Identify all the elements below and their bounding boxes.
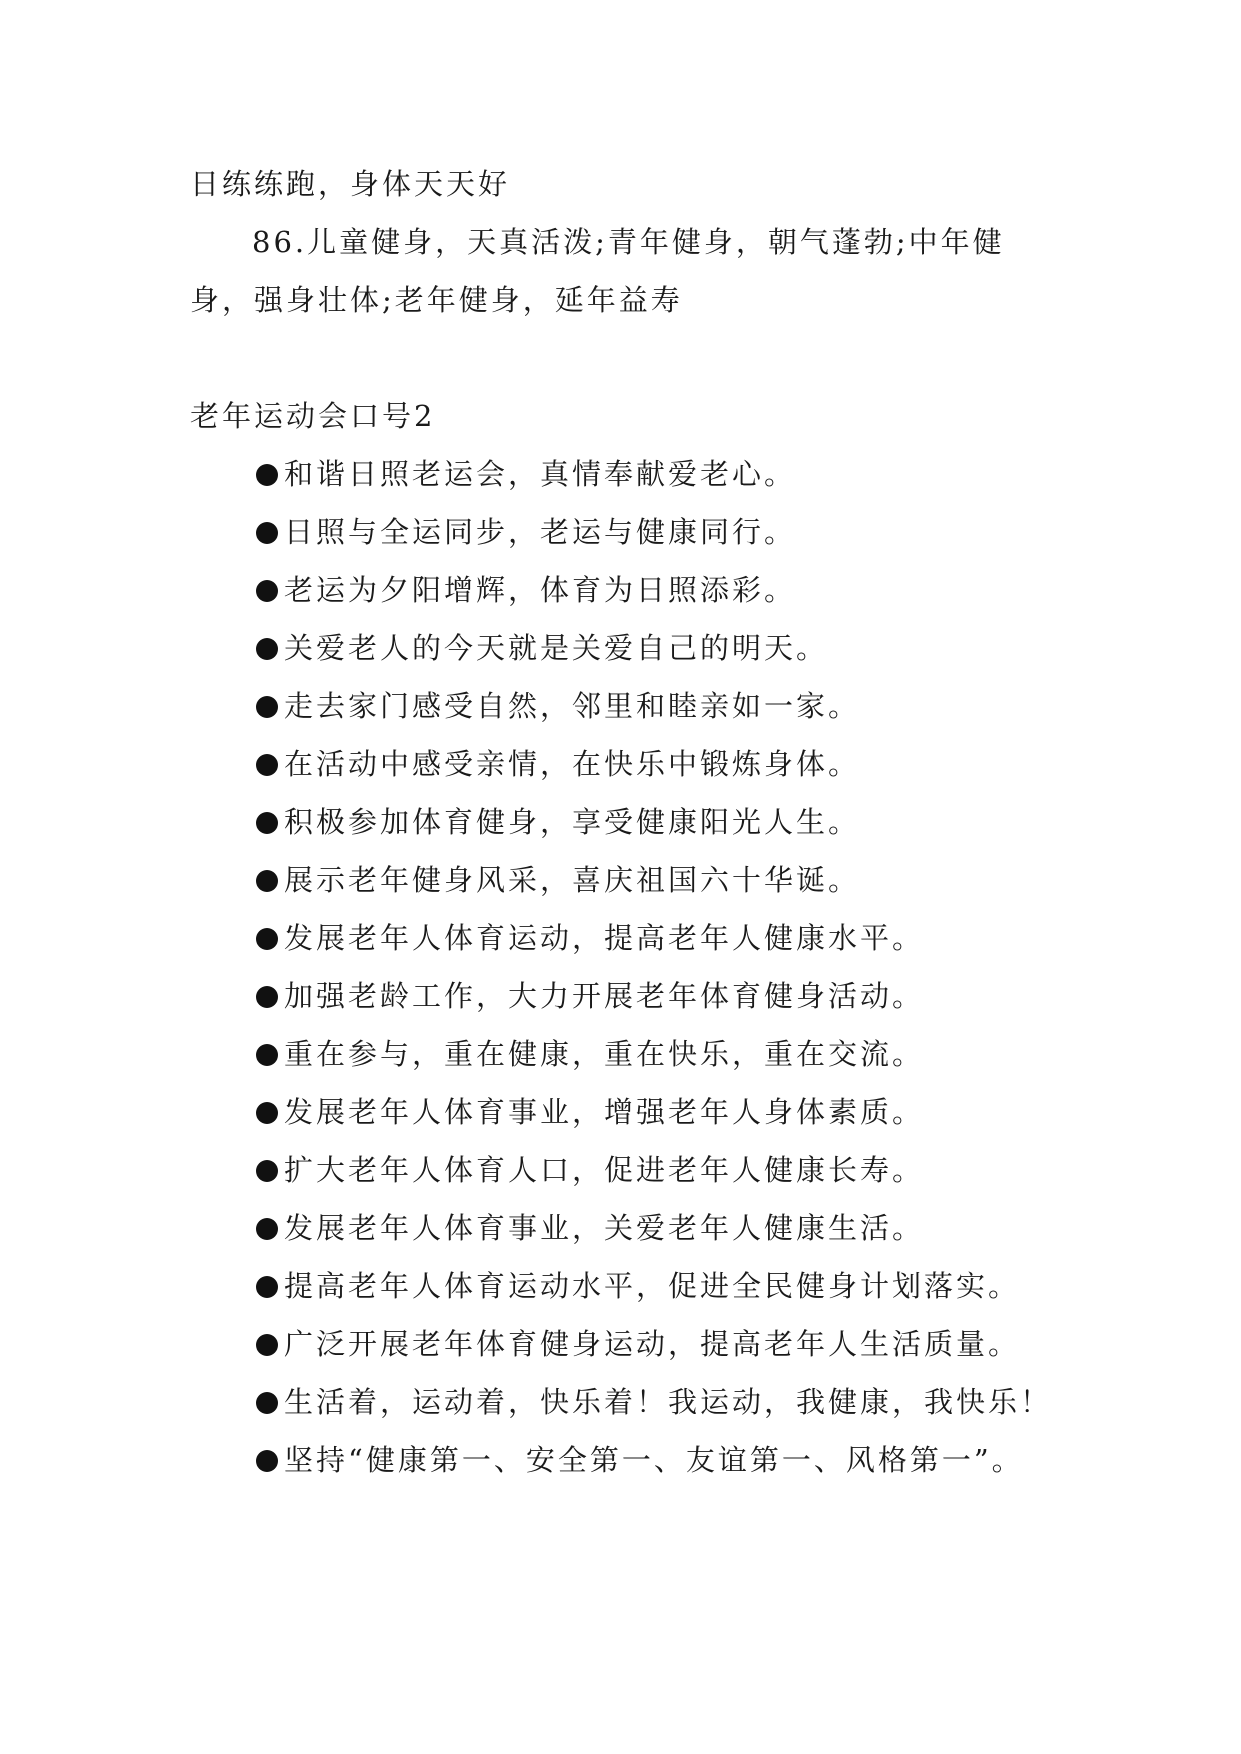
slogan-item: [256, 686, 860, 726]
slogan-text: 在活动中感受亲情，在快乐中锻炼身体。: [284, 747, 861, 781]
bullet-icon: [256, 1218, 278, 1240]
bullet-icon: [256, 522, 278, 544]
bullet-icon: [256, 754, 278, 776]
slogan-text: 广泛开展老年体育健身运动，提高老年人生活质量。: [284, 1327, 1021, 1361]
slogan-item: [256, 744, 860, 784]
bullet-icon: [256, 1160, 278, 1182]
slogan-item: [256, 1382, 1052, 1422]
slogan-text: 和谐日照老运会，真情奉献爱老心。: [284, 457, 797, 491]
bullet-icon: [256, 870, 278, 892]
slogan-item: [256, 976, 924, 1016]
slogan-item: [256, 1266, 1020, 1306]
slogan-text: 展示老年健身风采，喜庆祖国六十华诞。: [284, 863, 861, 897]
bullet-icon: [256, 986, 278, 1008]
slogan-text: 积极参加体育健身，享受健康阳光人生。: [284, 805, 861, 839]
bullet-icon: [256, 1450, 278, 1472]
bullet-icon: [256, 696, 278, 718]
slogan-text: 发展老年人体育事业，关爱老年人健康生活。: [284, 1211, 925, 1245]
slogan-text: 老运为夕阳增辉，体育为日照添彩。: [284, 573, 797, 607]
slogan-item: [256, 512, 796, 552]
slogan-item: [256, 1324, 1020, 1364]
slogan-item: [256, 628, 828, 668]
bullet-icon: [256, 1276, 278, 1298]
slogan-item: [256, 860, 860, 900]
slogan-item: [256, 454, 796, 494]
bullet-icon: [256, 812, 278, 834]
slogan-text: 重在参与，重在健康，重在快乐，重在交流。: [284, 1037, 925, 1071]
bullet-icon: [256, 1102, 278, 1124]
paragraph-86-line-2: 身，强身壮体;老年健身，延年益寿: [190, 283, 683, 317]
bullet-icon: [256, 1334, 278, 1356]
bullet-icon: [256, 638, 278, 660]
paragraph-86-line-1: 86.儿童健身，天真活泼;青年健身，朝气蓬勃;中年健: [252, 225, 1005, 259]
slogan-text: 走去家门感受自然，邻里和睦亲如一家。: [284, 689, 861, 723]
slogan-text: 发展老年人体育运动，提高老年人健康水平。: [284, 921, 925, 955]
bullet-icon: [256, 580, 278, 602]
slogan-item: [256, 1150, 924, 1190]
slogan-text: 扩大老年人体育人口，促进老年人健康长寿。: [284, 1153, 925, 1187]
slogan-text: 发展老年人体育事业，增强老年人身体素质。: [284, 1095, 925, 1129]
paragraph-continuation: 日练练跑，身体天天好: [190, 167, 511, 201]
bullet-icon: [256, 1044, 278, 1066]
slogan-text: 日照与全运同步，老运与健康同行。: [284, 515, 797, 549]
slogan-item: [256, 802, 860, 842]
slogan-text: 提高老年人体育运动水平，促进全民健身计划落实。: [284, 1269, 1021, 1303]
bullet-icon: [256, 928, 278, 950]
slogan-item: [256, 1092, 924, 1132]
slogan-text: 加强老龄工作，大力开展老年体育健身活动。: [284, 979, 925, 1013]
bullet-icon: [256, 1392, 278, 1414]
bullet-icon: [256, 464, 278, 486]
slogan-item: [256, 1208, 924, 1248]
slogan-item: [256, 1440, 1024, 1480]
section-title: 老年运动会口号2: [190, 399, 436, 433]
slogan-text: 关爱老人的今天就是关爱自己的明天。: [284, 631, 829, 665]
slogan-text: 生活着，运动着，快乐着！我运动，我健康，我快乐！: [284, 1385, 1053, 1419]
slogan-item: [256, 918, 924, 958]
slogan-text: 坚持“健康第一、安全第一、友谊第一、风格第一”。: [284, 1443, 1024, 1477]
slogan-item: [256, 570, 796, 610]
slogan-item: [256, 1034, 924, 1074]
